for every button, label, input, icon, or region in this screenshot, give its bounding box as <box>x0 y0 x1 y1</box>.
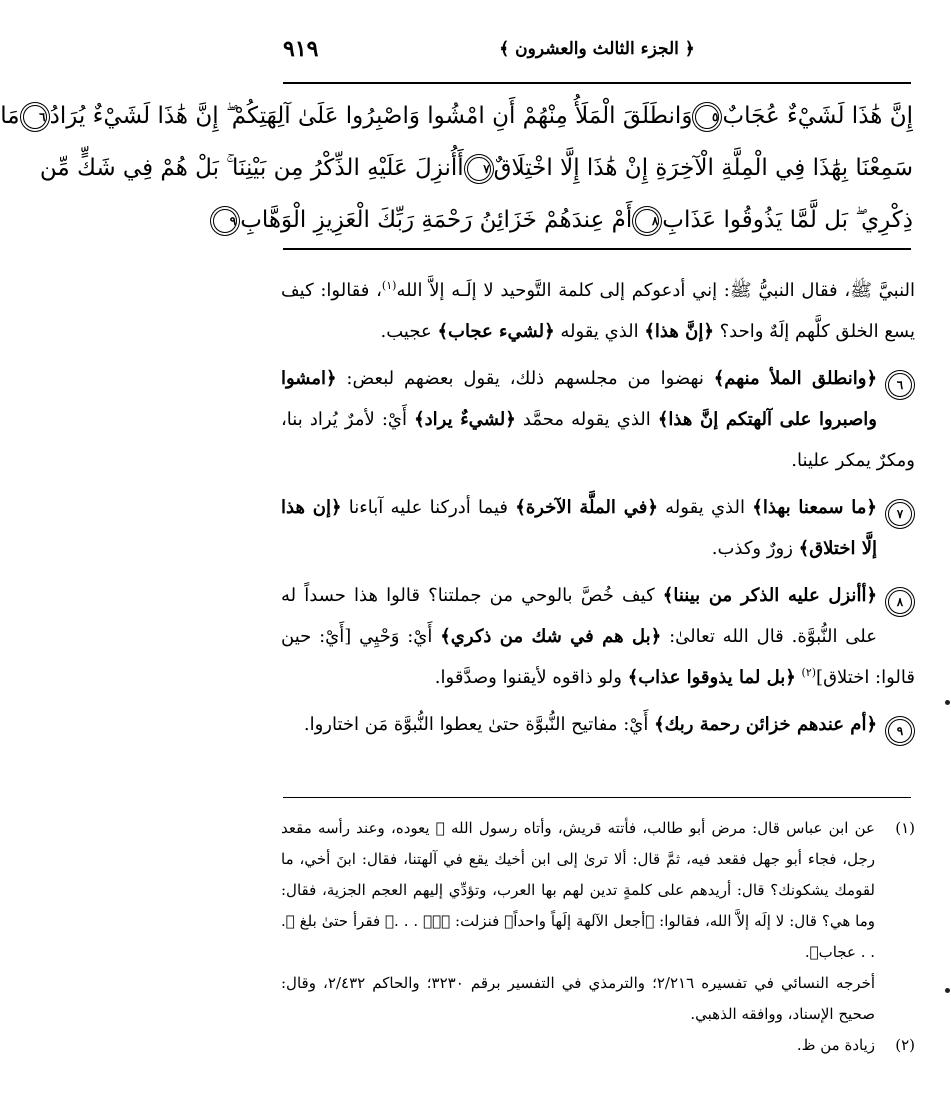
page-number: ٩١٩ <box>283 36 319 62</box>
ayah-number-marker: ٦ <box>23 105 47 129</box>
ayah-number-marker: ٦ <box>888 373 912 397</box>
tafsir-paragraph <box>281 575 915 698</box>
ayah-number-marker: ٧ <box>888 502 912 526</box>
scan-dot <box>945 988 950 993</box>
text-run: أَيْ: وَحْيِي [أَيْ: حين قالوا: اختلاق] <box>281 626 915 688</box>
verse-text: مَا <box>0 103 20 129</box>
verse-text: أَأُنزِلَ عَلَيْهِ الذِّكْرُ مِن بَيْنِنَا ۚ بَلْ هُمْ فِي شَكٍّ مِّن <box>39 155 464 181</box>
verse-line <box>0 90 913 142</box>
text-run: نهضوا من مجلسهم ذلك، يقول بعضهم لبعض: <box>336 368 714 389</box>
verse-text: ذِكْرِي ۖ بَل لَّمَّا يَذُوقُوا عَذَابِ <box>662 207 913 233</box>
text-run: أَيْ: لأمرٌ يُراد بنا، ومكرٌ يمكر علينا. <box>281 409 915 471</box>
quoted-verse: ﴿إنَّ هذا﴾ <box>644 321 714 342</box>
verses-rule <box>283 248 911 250</box>
ayah-number-marker: ٥ <box>695 105 719 129</box>
ayah-number-badge <box>885 710 915 751</box>
footnotes <box>281 813 915 1061</box>
quoted-verse: ﴿لشيء عجاب﴾ <box>437 321 555 342</box>
ayah-number-marker: ٨ <box>888 590 912 614</box>
verse-line <box>39 142 913 194</box>
footnote-ref: (١) <box>381 279 397 292</box>
quran-verses <box>0 90 913 246</box>
footnote-text: عن ابن عباس قال: مرض أبو طالب، فأتته قريش، وأتاه رسول الله ﷺ يعوده، وعند رأسه مقعد رجل، فجاء أبو جهل فقعد فيه، ثمَّ قال: ألا ترىٰ إلى ابن أخيك يقع في آلهتنا، فقال: ابنَ أخي، ما لقومك يشكونك؟ قال: أريدهم على كلمةٍ تدين لهم بها العرب، وتؤدِّي إليهم العجم الجزية، فقال: وما هي؟ قال: لا إلَه إلاَّ الله، فقالوا: ﴿أجعل الآلهة إلَهاً واحداً﴾ فنزلت: ﴿صۤ . . .﴾ فقرأ حتىٰ بلغ ﴿. . . عجاب﴾. <box>281 819 875 961</box>
quoted-verse: ﴿وانطلق الملأ منهم﴾ <box>713 368 877 389</box>
quoted-verse: ﴿بل هم في شك من ذكري﴾ <box>440 626 662 647</box>
verse-text: أَمْ عِندَهُمْ خَزَائِنُ رَحْمَةِ رَبِّكَ الْعَزِيزِ الْوَهَّابِ <box>240 207 633 233</box>
tafsir-paragraph <box>281 487 915 569</box>
ayah-number-badge <box>885 364 915 405</box>
text-run: عجيب. <box>380 321 438 342</box>
scan-dot <box>945 700 950 705</box>
ayah-number-badge <box>885 493 915 534</box>
text-run: النبيَّ ﷺ، فقال النبيُّ ﷺ: إني أدعوكم إلى كلمة التَّوحيد لا إلَـه إلاَّ الله <box>396 280 915 301</box>
verse-text: سَمِعْنَا بِهَٰذَا فِي الْمِلَّةِ الْآخِرَةِ إِنْ هَٰذَا إِلَّا اخْتِلَاقٌ <box>493 155 913 181</box>
text-run: ولو ذاقوه لأيقنوا وصدَّقوا. <box>434 667 628 688</box>
footnote <box>281 1030 915 1061</box>
footnote-marker: (٢) <box>895 1036 915 1054</box>
ayah-number-marker: ٧ <box>467 157 491 181</box>
verse-line <box>229 194 913 246</box>
text-run: الذي يقوله <box>657 497 753 518</box>
quoted-verse: ﴿بل لما يذوقوا عذاب﴾ <box>627 667 796 688</box>
quoted-verse: ﴿ما سمعنا بهذا﴾ <box>752 497 877 518</box>
page-header <box>283 30 911 70</box>
quoted-verse: ﴿أأنزل عليه الذكر من بيننا﴾ <box>662 585 877 606</box>
text-run: فيما أدركنا عليه آباءنا <box>341 497 516 518</box>
text-run: الذي يقوله محمَّد <box>515 409 658 430</box>
ayah-number-marker: ٨ <box>635 209 659 233</box>
footnote-rule <box>283 797 911 798</box>
footnote-marker: (١) <box>895 819 915 837</box>
text-run: زورٌ وكذب. <box>711 538 799 559</box>
tafsir-intro <box>281 270 915 352</box>
ayah-number-marker: ٩ <box>213 209 237 233</box>
footnote-ref: (٢) <box>801 666 817 679</box>
quoted-verse: ﴿إن هذا إلَّا اختلاق﴾ <box>281 497 877 559</box>
text-run: كيف خُصَّ بالوحي من جملتنا؟ قالوا هذا حسداً له على النُّبوَّة. قال الله تعالىٰ: <box>281 585 877 647</box>
ayah-number-marker: ٩ <box>888 719 912 743</box>
text-run: الذي يقوله <box>554 321 645 342</box>
quoted-verse: ﴿في الملَّة الآخرة﴾ <box>515 497 658 518</box>
footnote <box>281 813 915 1030</box>
verse-text: إِنَّ هَٰذَا لَشَيْءٌ عُجَابٌ <box>722 103 913 129</box>
quoted-verse: ﴿أم عندهم خزائن رحمة ربك﴾ <box>654 714 877 735</box>
header-rule <box>283 82 911 84</box>
tafsir-paragraph <box>281 358 915 481</box>
text-run: أَيْ: مفاتيح النُّبوَّة حتىٰ يعطوا النُّبوَّة مَن اختاروا. <box>303 714 655 735</box>
tafsir-paragraph <box>281 704 915 745</box>
text-run: ، فقالوا: كيف يسع الخلق كلَّهم إلَهٌ واحد؟ <box>281 280 915 342</box>
quoted-verse: ﴿امشوا واصبروا على آلهتكم إنَّ هذا﴾ <box>281 368 877 430</box>
ayah-number-badge <box>885 581 915 622</box>
footnote-text: أخرجه النسائي في تفسيره ٢/٢١٦؛ والترمذي في التفسير برقم ٣٢٣٠؛ والحاكم ٢/٤٣٢، وقال: صحيح الإسناد، ووافقه الذهبي. <box>281 974 876 1023</box>
running-title: ﴿ الجزء الثالث والعشرون ﴾ <box>499 39 695 59</box>
quoted-verse: ﴿لشيءٌ يراد﴾ <box>414 409 516 430</box>
verse-text: وَانطَلَقَ الْمَلَأُ مِنْهُمْ أَنِ امْشُوا وَاصْبِرُوا عَلَىٰ آلِهَتِكُمْ ۖ إِنَّ هَٰذَا لَشَيْءٌ يُرَادُ <box>49 103 693 129</box>
tafsir-body <box>281 270 915 751</box>
footnote-text: زيادة من ظ. <box>796 1036 875 1054</box>
